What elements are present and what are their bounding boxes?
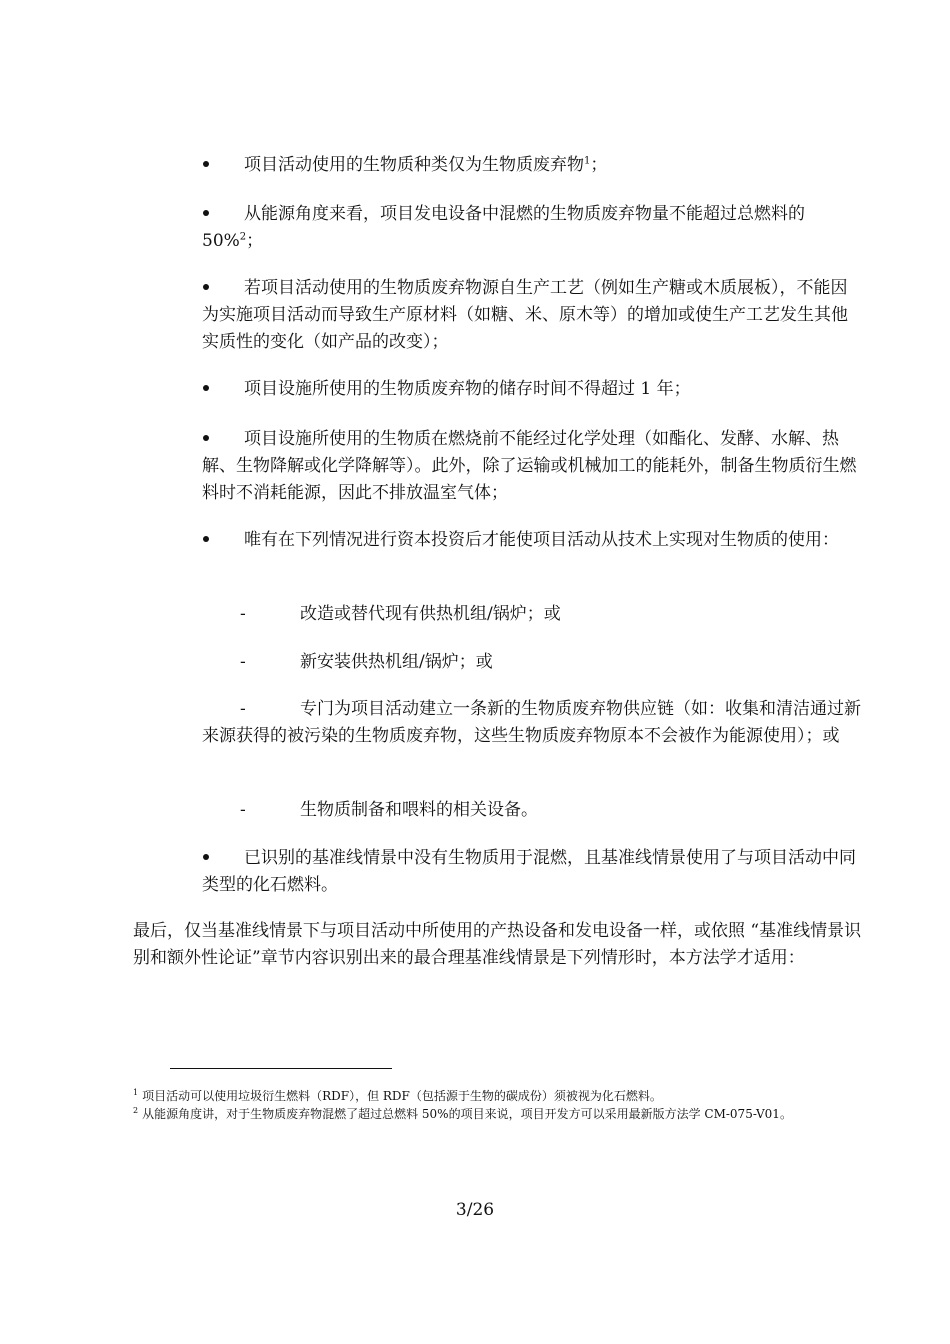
footnote-text: 项目活动可以使用垃圾衍生燃料（RDF），但 RDF（包括源于生物的碳成份）须被视为化石燃料。 [142,1089,662,1103]
bullet-icon [203,210,209,216]
bullet-item-capital-investment [202,527,862,554]
sub-item-feeding-equipment [202,797,862,824]
footnote-ref: 2 [239,231,247,243]
bullet-text: 唯有在下列情况进行资本投资后才能使项目活动从技术上实现对生物质的使用： [244,530,839,550]
bullet-icon [203,284,209,290]
footnote-number: 2 [133,1106,139,1115]
bullet-icon [203,385,209,391]
footnote-separator [170,1068,392,1069]
sub-item-retrofit [202,601,862,628]
bullet-icon [203,854,209,860]
bullet-item-chemical-treatment [202,426,862,507]
bullet-icon [203,435,209,441]
page-number: 3/26 [455,1200,495,1220]
bullet-text: 从能源角度来看，项目发电设备中混燃的生物质废弃物量不能超过总燃料的 50% [202,204,805,251]
bullet-text: 已识别的基准线情景中没有生物质用于混燃，且基准线情景使用了与项目活动中同类型的化石燃料。 [202,848,856,895]
bullet-text: 若项目活动使用的生物质废弃物源自生产工艺（例如生产糖或木质展板），不能因为实施项目活动而导致生产原材料（如糖、米、原木等）的增加或使生产工艺发生其他实质性的变化（如产品的改变）； [202,278,848,352]
sub-item-text: 新安装供热机组/锅炉；或 [300,652,493,672]
footnote-ref: 1 [584,155,591,167]
dash-marker: - [240,699,246,719]
bullet-text: 项目设施所使用的生物质废弃物的储存时间不得超过 1 年； [244,379,691,399]
footnote-2 [133,1106,853,1122]
bullet-item-storage-time [202,376,862,403]
bullet-item-cofiring-limit: 从能源角度来看，项目发电设备中混燃的生物质废弃物量不能超过总燃料的 50%$^2$； [202,204,805,251]
bullet-text: 项目活动使用的生物质种类仅为生物质废弃物 [244,155,584,175]
dash-marker: - [240,604,246,624]
dash-marker: - [240,652,246,672]
bullet-item-production-process [202,275,862,356]
bullet-item-biomass-type: 项目活动使用的生物质种类仅为生物质废弃物$^1$； [202,152,862,179]
sub-item-text: 生物质制备和喂料的相关设备。 [300,800,538,820]
footnote-number: 1 [133,1088,139,1097]
closing-paragraph: 最后，仅当基准线情景下与项目活动中所使用的产热设备和发电设备一样，或依照 “基准线情景识别和额外性论证”章节内容识别出来的最合理基准线情景是下列情形时，本方法学才适用： [133,921,862,968]
dash-marker: - [240,800,246,820]
bullet-item-baseline-fuel [202,845,862,899]
bullet-icon [203,536,209,542]
sub-item-text: 改造或替代现有供热机组/锅炉；或 [300,604,561,624]
sub-item-supply-chain [202,696,862,750]
sub-item-new-install [202,649,862,676]
bullet-text: 项目设施所使用的生物质在燃烧前不能经过化学处理（如酯化、发酵、水解、热解、生物降解或化学降解等）。此外，除了运输或机械加工的能耗外，制备生物质衍生燃料时不消耗能源，因此不排放温室气体； [202,429,857,503]
footnote-1 [133,1088,853,1104]
footnote-text: 从能源角度讲，对于生物质废弃物混燃了超过总燃料 50%的项目来说，项目开发方可以采用最新版方法学 CM-075-V01。 [142,1107,792,1121]
sub-item-text: 专门为项目活动建立一条新的生物质废弃物供应链（如：收集和清洁通过新来源获得的被污染的生物质废弃物，这些生物质废弃物原本不会被作为能源使用）；或 [202,699,861,746]
bullet-icon [203,161,209,167]
